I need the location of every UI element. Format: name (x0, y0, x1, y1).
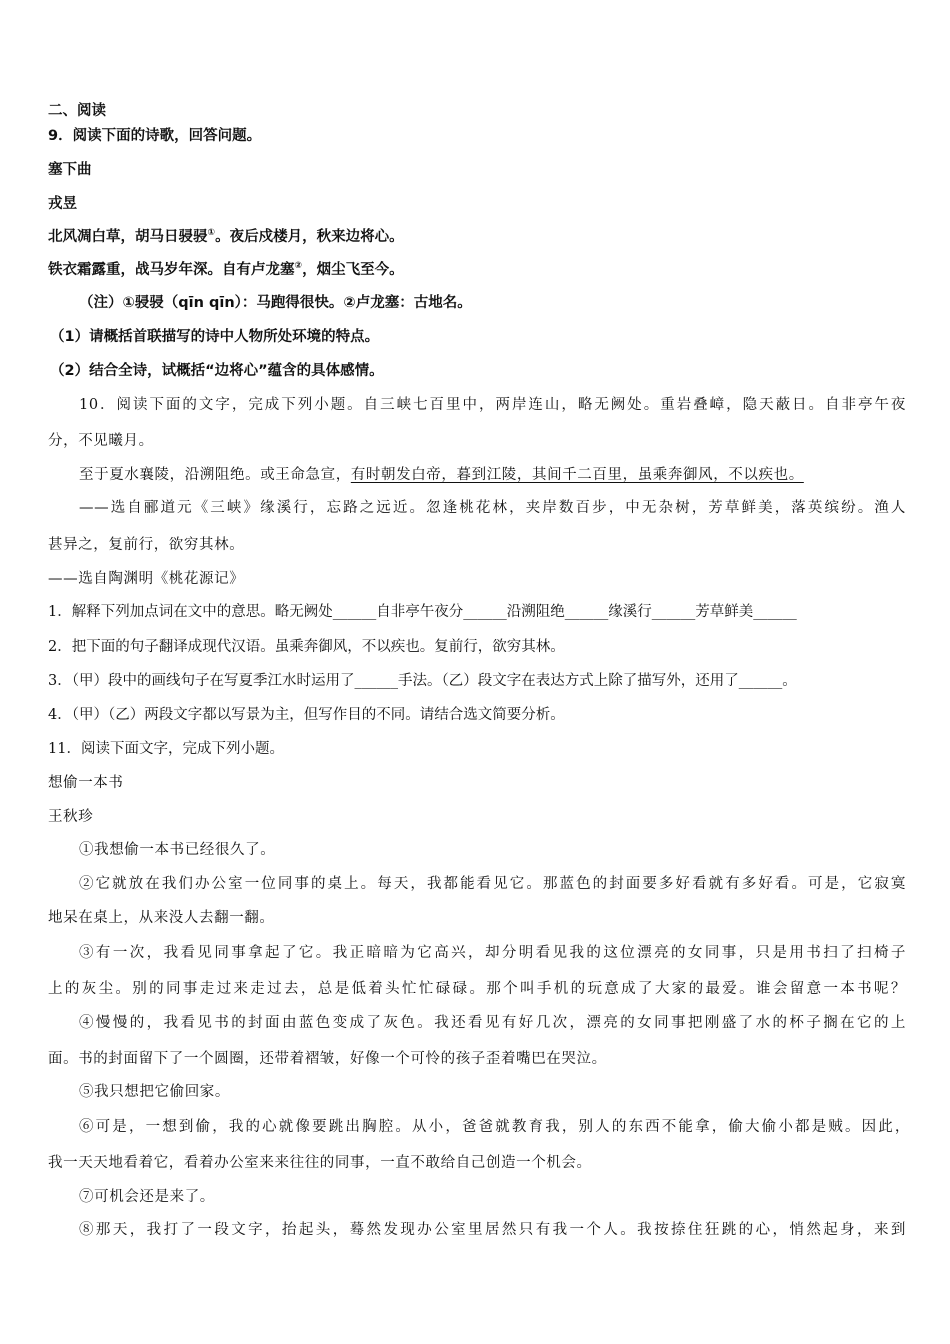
poem-title: 塞下曲 (48, 162, 92, 178)
q10-task-4: 4．（甲）（乙）两段文字都以写景为主，但写作目的不同。请结合选文简要分析。 (48, 707, 565, 723)
story-para-6-line-2: 我一天天地看着它，看着办公室来来往往的同事，一直不敢给自己创造一个机会。 (48, 1155, 592, 1171)
poem-line-1-part-b: 。夜后戍楼月，秋来边将心。 (215, 229, 404, 245)
story-para-3-line-2: 上的灰尘。别的同事走过来走过去，总是低着头忙忙碌碌。那个叫手机的玩意成了大家的最爱。谁会留意一本书呢？ (48, 981, 906, 997)
story-para-4-line-1: ④慢慢的，我看见书的封面由蓝色变成了灰色。我还看见有好几次，漂亮的女同事把刚盛了水的杯子搁在它的上 (79, 1015, 906, 1031)
q10-source-2: ——选自陶渊明《桃花源记》 (48, 571, 245, 587)
q11-prompt: 11．阅读下面文字，完成下列小题。 (48, 741, 284, 757)
story-para-2-line-2: 地呆在桌上，从来没人去翻一翻。 (48, 910, 275, 926)
q10-intro-line-1: 10．阅读下面的文字，完成下列小题。自三峡七百里中，两岸连山，略无阙处。重岩叠嶂，隐天蔽日。自非亭午夜 (79, 397, 906, 413)
q10-intro-line-2: 分，不见曦月。 (48, 433, 154, 449)
story-para-4-line-2: 面。书的封面留下了一个圆圈，还带着褶皱，好像一个可怜的孩子歪着嘴巴在哭泣。 (48, 1051, 607, 1067)
q9-subquestion-2: （2）结合全诗，试概括“边将心”蕴含的具体感情。 (50, 363, 384, 379)
story-para-2-line-1: ②它就放在我们办公室一位同事的桌上。每天，我都能看见它。那蓝色的封面要多好看就有多好看。可是，它寂寞 (79, 876, 906, 892)
section-title: 二、阅读 (48, 103, 106, 119)
poem-line-2 (48, 260, 910, 280)
poem-line-2-part-b: ，烟尘飞至今。 (302, 262, 404, 278)
poem-note: （注）①骎骎（qīn qīn）：马跑得很快。②卢龙塞：古地名。 (79, 295, 472, 311)
q9-subquestion-1: （1）请概括首联描写的诗中人物所处环境的特点。 (50, 329, 380, 345)
q10-para-2-plain: 至于夏水襄陵，沿溯阻绝。或王命急宣， (79, 467, 351, 483)
q10-task-1: 1．解释下列加点词在文中的意思。略无阙处______自非亭午夜分______沿溯阻绝______缘溪行______芳草鲜美______ (48, 604, 797, 620)
poem-author: 戎昱 (48, 196, 77, 212)
q9-prompt: 9．阅读下面的诗歌，回答问题。 (48, 128, 262, 144)
story-para-1: ①我想偷一本书已经很久了。 (79, 842, 276, 858)
story-para-3-line-1: ③有一次，我看见同事拿起了它。我正暗暗为它高兴，却分明看见我的这位漂亮的女同事，只是用书扫了扫椅子 (79, 945, 906, 961)
q10-task-3: 3．（甲）段中的画线句子在写夏季江水时运用了______手法。（乙）段文字在表达方式上除了描写外，还用了______。 (48, 673, 797, 689)
story-title: 想偷一本书 (48, 775, 124, 791)
q10-para-3-line-1: ——选自郦道元《三峡》缘溪行，忘路之远近。忽逢桃花林，夹岸数百步，中无杂树，芳草鲜美，落英缤纷。渔人 (79, 500, 906, 516)
story-author: 王秋珍 (48, 809, 94, 825)
q10-task-2: 2．把下面的句子翻译成现代汉语。虽乘奔御风，不以疾也。复前行，欲穷其林。 (48, 639, 565, 655)
poem-line-1 (48, 227, 910, 247)
q10-underlined-sentence: 有时朝发白帝，暮到江陵，其间千二百里，虽乘奔御风，不以疾也。 (350, 467, 804, 483)
q10-para-2 (79, 465, 910, 485)
story-para-6-line-1: ⑥可是，一想到偷，我的心就像要跳出胸腔。从小，爸爸就教育我，别人的东西不能拿，偷大偷小都是贼。因此， (79, 1119, 910, 1135)
note-mark-1: ① (207, 228, 216, 239)
poem-line-1-part-a: 北风凋白草，胡马日骎骎 (48, 229, 208, 245)
q10-para-3-line-2: 甚异之，复前行，欲穷其林。 (48, 537, 245, 553)
story-para-8-line-1: ⑧那天，我打了一段文字，抬起头，蓦然发现办公室里居然只有我一个人。我按捺住狂跳的心，悄然起身，来到 (79, 1222, 906, 1238)
story-para-5: ⑤我只想把它偷回家。 (79, 1084, 230, 1100)
story-para-7: ⑦可机会还是来了。 (79, 1189, 215, 1205)
poem-line-2-part-a: 铁衣霜露重，战马岁年深。自有卢龙塞 (48, 262, 295, 278)
note-mark-2: ② (294, 261, 303, 272)
